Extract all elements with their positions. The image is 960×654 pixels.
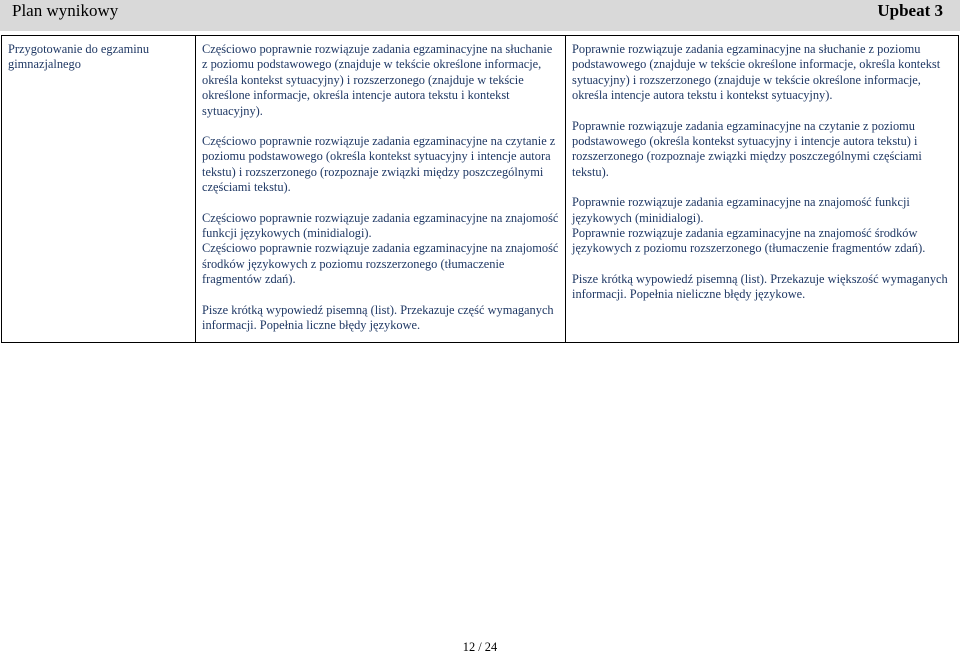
listening-requirement: Częściowo poprawnie rozwiązuje zadania egzaminacyjne na słuchanie z poziomu podstawowego (znajduje w tekście określone informacje, określa kontekst sytuacyjny) i rozszerzonego (znajduje w tekście określone informacje, określa intencje autora tekstu i kontekst sytuacyjny). bbox=[202, 42, 553, 118]
reading-requirement: Częściowo poprawnie rozwiązuje zadania egzaminacyjne na czytanie z poziomu podstawowego (określa kontekst sytuacyjny i intencje autora tekstu) i rozszerzonego (rozpoznaje związki między poszczególnymi częściami tekstu). bbox=[202, 134, 556, 195]
requirements-table bbox=[1, 35, 959, 343]
listening-requirement: Poprawnie rozwiązuje zadania egzaminacyjne na słuchanie z poziomu podstawowego (znajduje w tekście określone informacje, określa kontekst sytuacyjny) i rozszerzonego (znajduje w tekście określone informacje, określa intencje autora tekstu i kontekst sytuacyjny). bbox=[572, 42, 941, 103]
page-header bbox=[0, 0, 960, 31]
language-functions-requirement: Częściowo poprawnie rozwiązuje zadania egzaminacyjne na znajomość funkcji językowych (minidialogi). bbox=[202, 210, 559, 241]
language-functions-requirement: Poprawnie rozwiązuje zadania egzaminacyjne na znajomość funkcji językowych (minidialogi). bbox=[572, 195, 910, 225]
language-requirement-group bbox=[202, 211, 560, 288]
topic-cell bbox=[2, 36, 196, 343]
full-level-cell bbox=[566, 36, 959, 343]
language-requirement-group bbox=[572, 195, 953, 257]
course-title: Upbeat 3 bbox=[877, 1, 943, 20]
writing-requirement: Pisze krótką wypowiedź pisemną (list). Przekazuje część wymaganych informacji. Popełnia liczne błędy językowe. bbox=[202, 302, 554, 333]
topic-text: Przygotowanie do egzaminu gimnazjalnego bbox=[8, 42, 150, 72]
language-means-requirement: Poprawnie rozwiązuje zadania egzaminacyjne na znajomość środków językowych z poziomu rozszerzonego (tłumaczenie fragmentów zdań). bbox=[572, 226, 926, 256]
partial-level-cell bbox=[196, 36, 566, 343]
document-title: Plan wynikowy bbox=[12, 1, 119, 20]
page-number: 12 / 24 bbox=[462, 640, 498, 654]
language-means-requirement: Częściowo poprawnie rozwiązuje zadania egzaminacyjne na znajomość środków językowych z poziomu rozszerzonego (tłumaczenie fragmentów zdań). bbox=[202, 241, 559, 287]
table-row bbox=[2, 36, 959, 343]
writing-requirement: Pisze krótką wypowiedź pisemną (list). Przekazuje większość wymaganych informacji. Popełnia nieliczne błędy językowe. bbox=[572, 271, 948, 302]
reading-requirement: Poprawnie rozwiązuje zadania egzaminacyjne na czytanie z poziomu podstawowego (określa kontekst sytuacyjny i intencje autora tekstu) i rozszerzonego (rozpoznaje związki między poszczególnymi częściami tekstu). bbox=[572, 118, 922, 179]
